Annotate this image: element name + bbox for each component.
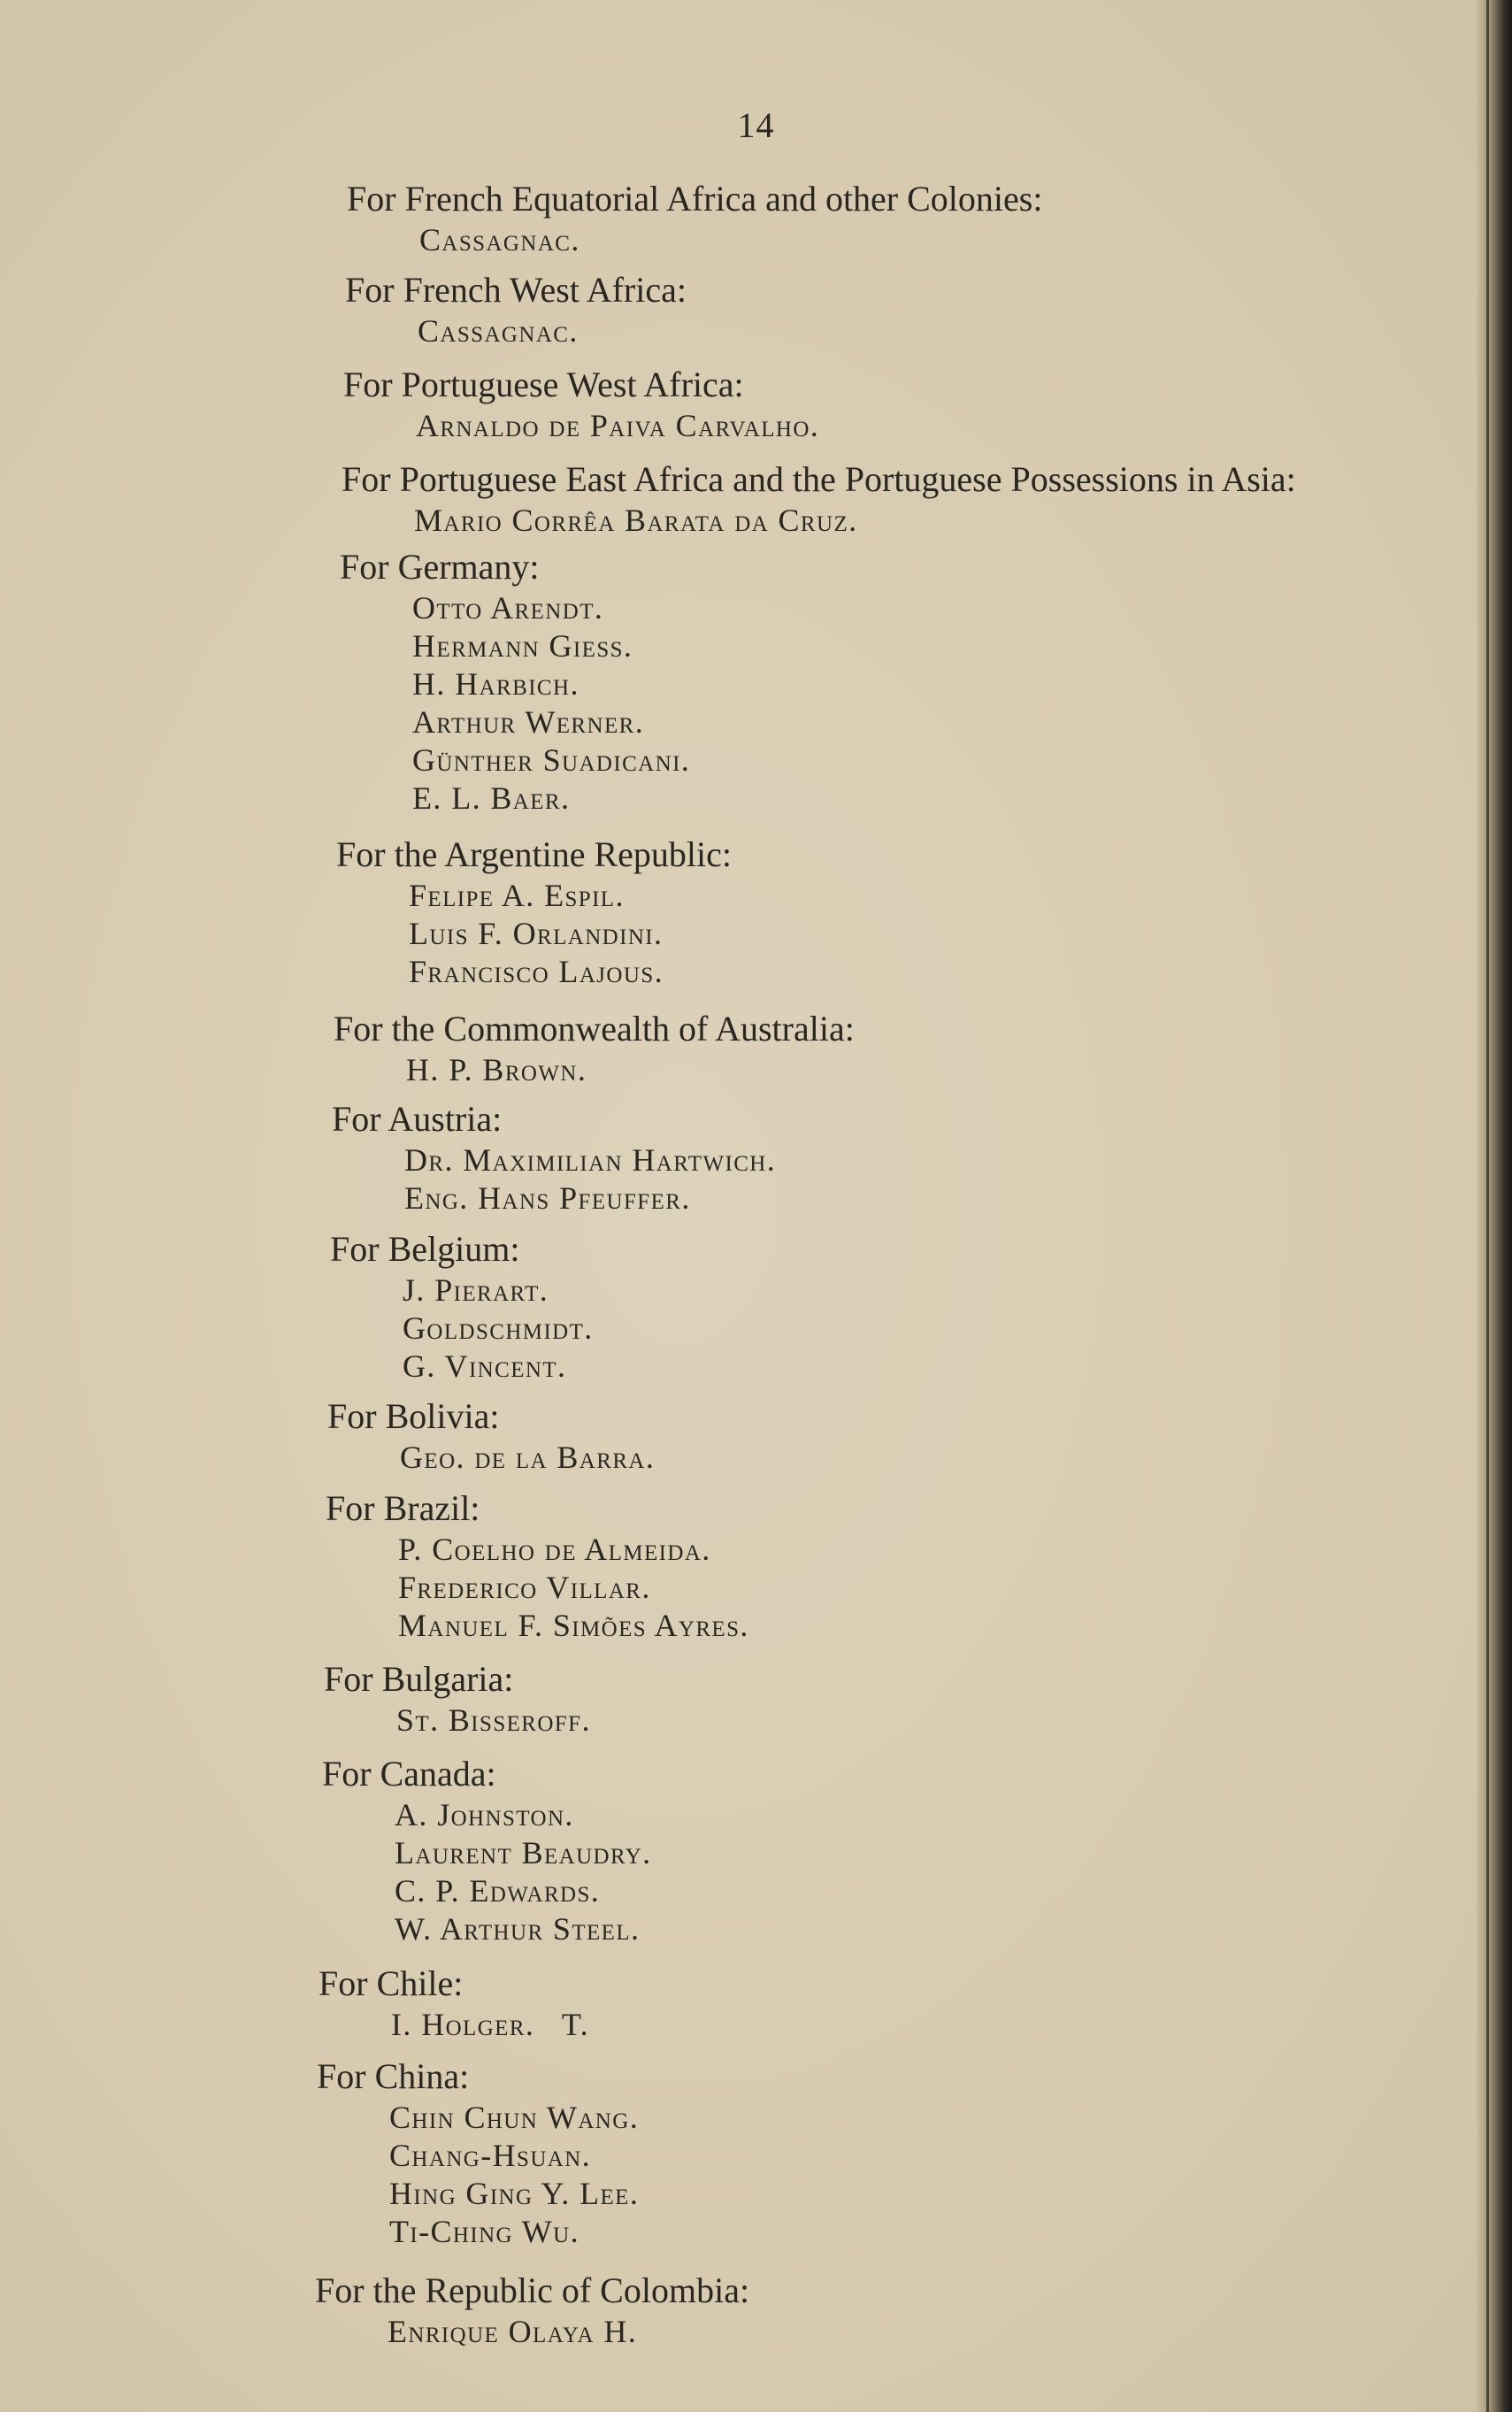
signatory-name: Chin Chun Wang.: [389, 2100, 640, 2135]
signatory-name: Francisco Lajous.: [409, 954, 664, 989]
signatory-name: J. Pierart.: [403, 1272, 549, 1308]
signatory-entry: [347, 177, 1497, 259]
signatory-entry: [345, 268, 1495, 350]
country-heading: For Chile:: [319, 1963, 464, 2003]
country-heading: For Portuguese East Africa and the Portuguese Possessions in Asia:: [342, 459, 1296, 499]
signatory-name: Frederico Villar.: [398, 1570, 651, 1605]
signatory-name: Felipe A. Espil.: [409, 878, 625, 913]
signatory-entry: [317, 2055, 1467, 2251]
country-heading: For French West Africa:: [345, 270, 687, 310]
country-heading: For Bolivia:: [327, 1396, 500, 1436]
signatory-names: [395, 1796, 1472, 1948]
signatory-names: [400, 1439, 1477, 1477]
signatory-names: [404, 1141, 1482, 1218]
signatory-name: Cassagnac.: [418, 313, 579, 349]
signatory-names: [409, 877, 1486, 991]
signatory-entry: [343, 363, 1493, 445]
signatory-entry: [334, 1007, 1484, 1089]
signatory-name: Cassagnac.: [419, 222, 580, 257]
signatory-entry: [319, 1962, 1469, 2044]
signatory-names: [389, 2099, 1467, 2251]
country-heading: For French Equatorial Africa and other Colonies:: [347, 179, 1043, 219]
page-number: 14: [737, 105, 775, 145]
country-heading: For the Argentine Republic:: [336, 834, 732, 874]
signatory-name: Chang-Hsuan.: [389, 2138, 592, 2173]
signatory-name: Hing Ging Y. Lee.: [389, 2176, 640, 2211]
signatory-names: [418, 312, 1495, 350]
signatory-name: Arthur Werner.: [412, 704, 645, 740]
signatory-name: I. Holger. T.: [391, 2007, 589, 2042]
country-heading: For the Commonwealth of Australia:: [334, 1009, 855, 1049]
signatory-entry: [340, 545, 1490, 818]
country-heading: For Bulgaria:: [324, 1659, 514, 1699]
signatory-name: Ti-Ching Wu.: [389, 2214, 579, 2249]
signatory-name: H. Harbich.: [412, 666, 579, 702]
signatory-name: Manuel F. Simões Ayres.: [398, 1608, 749, 1643]
signatory-name: Mario Corrêa Barata da Cruz.: [414, 503, 858, 538]
signatory-name: C. P. Edwards.: [395, 1873, 601, 1909]
country-heading: For Austria:: [332, 1099, 503, 1139]
signatory-name: St. Bisseroff.: [396, 1702, 591, 1738]
signatory-name: Dr. Maximilian Hartwich.: [404, 1142, 777, 1178]
signatory-name: H. P. Brown.: [406, 1052, 587, 1087]
signatory-name: Arnaldo de Paiva Carvalho.: [416, 408, 820, 443]
signatory-entry: [342, 457, 1492, 540]
signatory-name: Hermann Giess.: [412, 628, 633, 664]
signatory-names: [416, 407, 1493, 445]
country-heading: For Germany:: [340, 547, 540, 587]
signatory-name: Otto Arendt.: [412, 590, 604, 626]
country-heading: For China:: [317, 2056, 470, 2096]
signatory-name: G. Vincent.: [403, 1348, 567, 1384]
signatory-name: E. L. Baer.: [412, 780, 571, 816]
signatory-entry: [332, 1097, 1482, 1218]
signatory-entry: [326, 1486, 1476, 1645]
country-heading: For Belgium:: [330, 1229, 520, 1269]
country-heading: For the Republic of Colombia:: [315, 2270, 750, 2310]
signatory-name: Eng. Hans Pfeuffer.: [404, 1180, 691, 1216]
signatory-names: [412, 589, 1490, 818]
signatory-entry: [315, 2269, 1465, 2351]
signatory-name: P. Coelho de Almeida.: [398, 1532, 711, 1567]
signatory-name: W. Arthur Steel.: [395, 1911, 641, 1947]
signatory-name: Günther Suadicani.: [412, 742, 691, 778]
signatory-names: [388, 2313, 1465, 2351]
signatory-name: Geo. de la Barra.: [400, 1440, 656, 1475]
country-heading: For Portuguese West Africa:: [343, 365, 744, 404]
signatory-names: [406, 1051, 1484, 1089]
signatory-name: Laurent Beaudry.: [395, 1835, 652, 1870]
country-heading: For Canada:: [322, 1754, 496, 1794]
signatory-name: Enrique Olaya H.: [388, 2314, 638, 2349]
signatory-name: A. Johnston.: [395, 1797, 574, 1832]
signatory-entry: [330, 1227, 1480, 1386]
signatory-entry: [322, 1752, 1472, 1948]
signatory-names: [391, 2006, 1469, 2044]
signatory-names: [403, 1271, 1480, 1386]
signatory-names: [419, 221, 1497, 259]
country-heading: For Brazil:: [326, 1488, 480, 1528]
signatory-entry: [324, 1657, 1474, 1740]
signatory-names: [398, 1531, 1476, 1645]
signatory-names: [396, 1701, 1474, 1740]
signatory-name: Goldschmidt.: [403, 1310, 594, 1346]
signatory-entry: [336, 833, 1486, 991]
signatory-names: [414, 502, 1492, 540]
signatory-name: Luis F. Orlandini.: [409, 916, 664, 951]
signatory-entry: [327, 1394, 1477, 1477]
